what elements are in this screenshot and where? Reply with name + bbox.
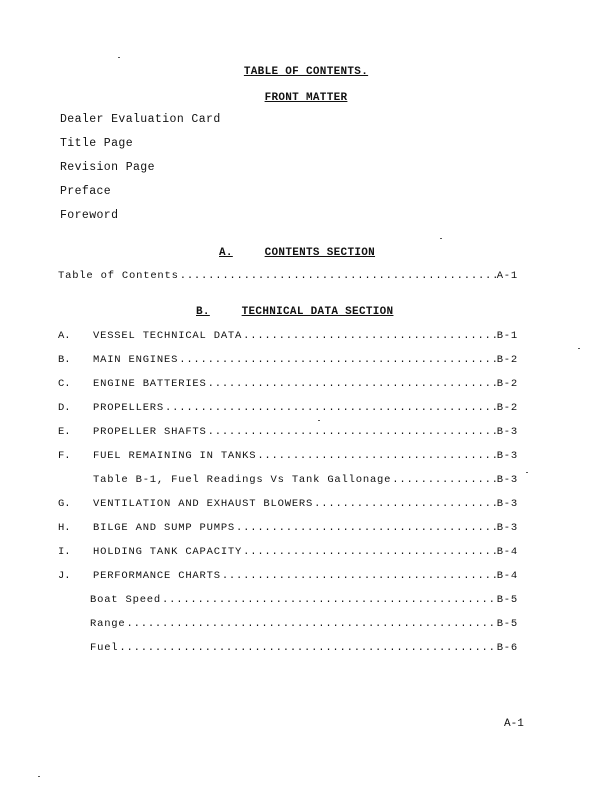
leader-dots (180, 270, 496, 282)
toc-entry: PROPELLER SHAFTS ..... B-3 (93, 426, 518, 438)
front-matter-heading: FRONT MATTER (264, 92, 348, 104)
toc-entry: MAIN ENGINES ..... B-2 (93, 354, 518, 366)
toc-entry: HOLDING TANK CAPACITY ..... B-4 (93, 546, 518, 558)
leader-dots (222, 570, 496, 582)
leader-dots (208, 426, 496, 438)
leader-dots (208, 378, 496, 390)
leader-dots (392, 474, 495, 486)
toc-entry: PROPELLERS ..... B-2 (93, 402, 518, 414)
section-b-heading: B. TECHNICAL DATA SECTION (196, 306, 394, 318)
entry-letter: G. (58, 498, 71, 510)
toc-title: TABLE OF CONTENTS. (243, 66, 369, 78)
toc-subentry: Table B-1, Fuel Readings Vs Tank Gallonage ..... B-3 (93, 474, 518, 486)
front-matter-item: Dealer Evaluation Card (60, 113, 221, 126)
toc-entry: FUEL REMAINING IN TANKS ..... B-3 (93, 450, 518, 462)
scan-speck (440, 238, 442, 239)
toc-subentry: Range ..... B-5 (90, 618, 518, 630)
entry-letter: H. (58, 522, 71, 534)
toc-entry: VENTILATION AND EXHAUST BLOWERS ..... B-3 (93, 498, 518, 510)
scan-speck (526, 472, 528, 473)
toc-entry-table-of-contents: Table of Contents ..... A-1 (58, 270, 518, 282)
toc-entry: ENGINE BATTERIES ..... B-2 (93, 378, 518, 390)
entry-letter: J. (58, 570, 71, 582)
toc-subentry: Fuel ..... B-6 (90, 642, 518, 654)
leader-dots (257, 450, 495, 462)
entry-letter: B. (58, 354, 71, 366)
leader-dots (243, 546, 496, 558)
leader-dots (119, 642, 495, 654)
entry-letter: A. (58, 330, 71, 342)
entry-letter: E. (58, 426, 71, 438)
leader-dots (243, 330, 496, 342)
leader-dots (127, 618, 496, 630)
entry-letter: D. (58, 402, 71, 414)
section-a-heading: A. CONTENTS SECTION (219, 247, 376, 259)
entry-letter: I. (58, 546, 71, 558)
leader-dots (179, 354, 495, 366)
toc-subentry: Boat Speed ..... B-5 (90, 594, 518, 606)
front-matter-item: Revision Page (60, 161, 155, 174)
leader-dots (236, 522, 496, 534)
entry-letter: C. (58, 378, 71, 390)
scan-speck (38, 776, 40, 777)
toc-entry: BILGE AND SUMP PUMPS ..... B-3 (93, 522, 518, 534)
leader-dots (165, 402, 496, 414)
toc-entry: PERFORMANCE CHARTS ..... B-4 (93, 570, 518, 582)
front-matter-item: Foreword (60, 209, 119, 222)
leader-dots (314, 498, 496, 510)
scan-speck (578, 348, 580, 349)
front-matter-item: Preface (60, 185, 112, 198)
front-matter-item: Title Page (60, 137, 134, 150)
leader-dots (162, 594, 496, 606)
scan-speck (118, 57, 120, 58)
toc-entry: VESSEL TECHNICAL DATA ..... B-1 (93, 330, 518, 342)
scan-speck (318, 420, 320, 421)
entry-letter: F. (58, 450, 71, 462)
page-number: A-1 (504, 718, 524, 730)
